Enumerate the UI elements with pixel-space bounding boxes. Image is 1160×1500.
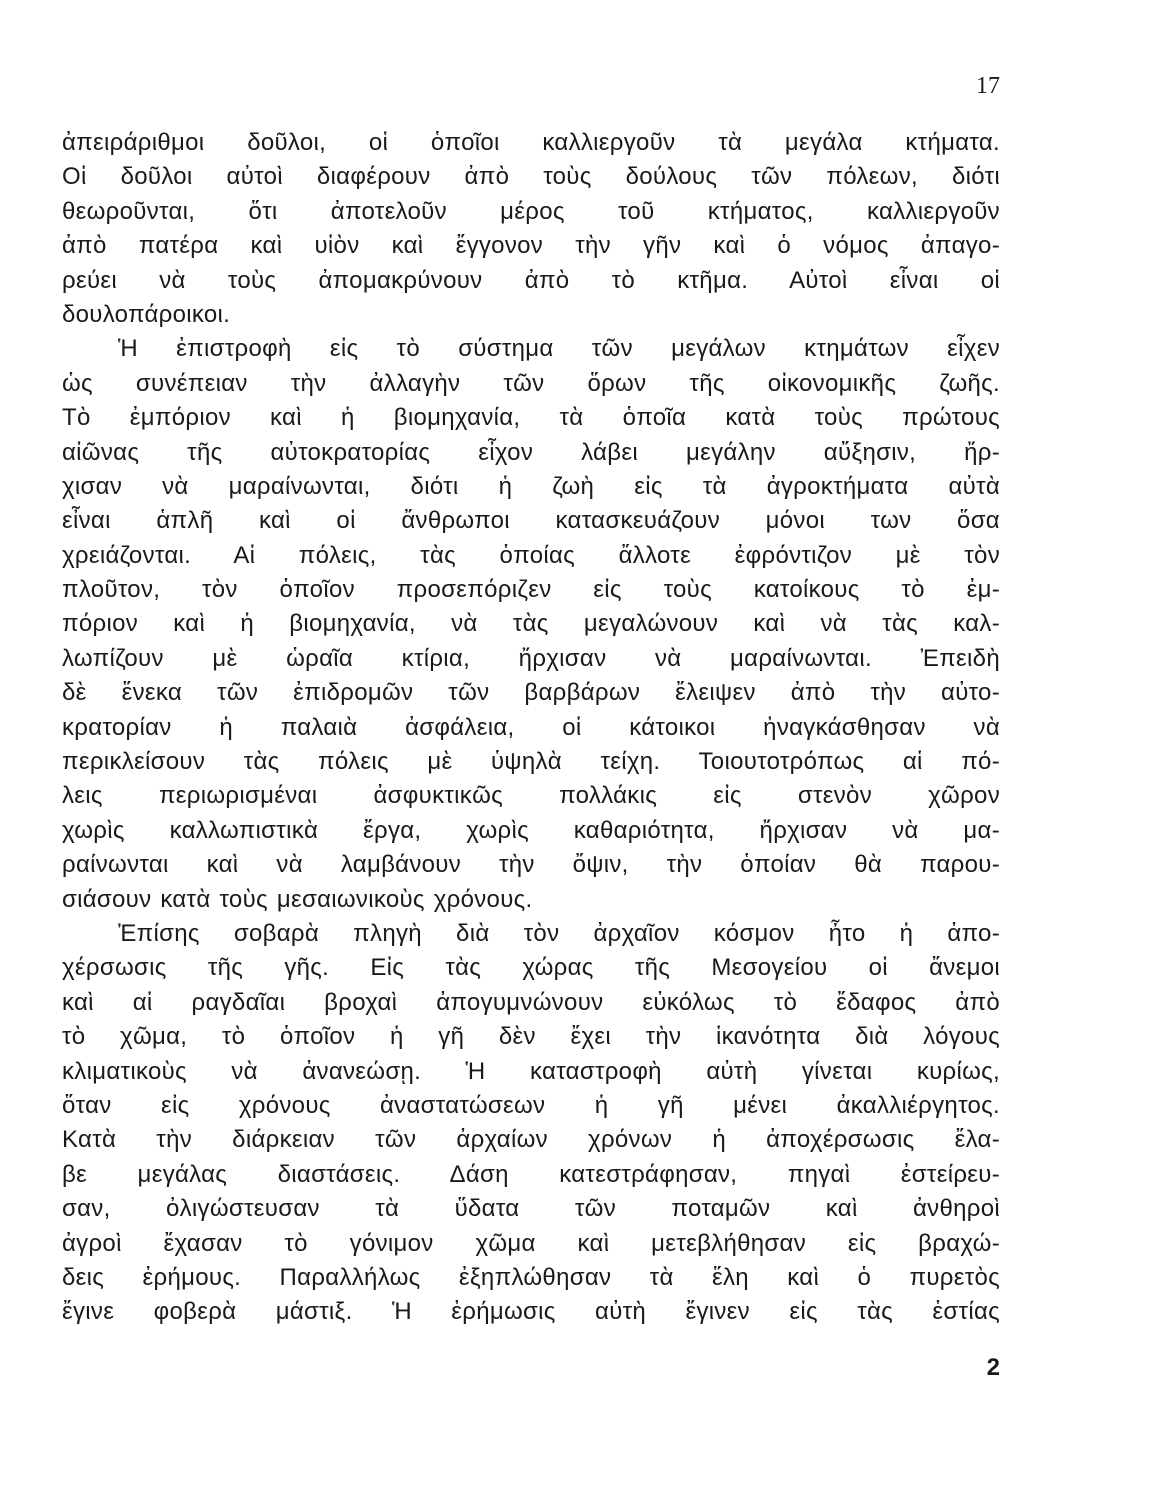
text-line: ρεύει νὰ τοὺς ἀπομακρύνουν ἀπὸ τὸ κτῆμα. Αὐτοὶ εἶναι οἱ: [62, 266, 1000, 294]
text-line: Ἐπίσης σοβαρὰ πληγὴ διὰ τὸν ἀρχαῖον κόσμον ἦτο ἡ ἀπο-: [118, 919, 1000, 947]
text-line: εἶναι ἁπλῆ καὶ οἱ ἄνθρωποι κατασκευάζουν μόνοι των ὅσα: [62, 507, 1000, 535]
text-line: τὸ χῶμα, τὸ ὁποῖον ἡ γῆ δὲν ἔχει τὴν ἱκανότητα διὰ λόγους: [62, 1023, 1000, 1051]
text-line: δὲ ἕνεκα τῶν ἐπιδρομῶν τῶν βαρβάρων ἔλειψεν ἀπὸ τὴν αὐτο-: [62, 679, 1000, 707]
text-line: Οἱ δοῦλοι αὐτοὶ διαφέρουν ἀπὸ τοὺς δούλους τῶν πόλεων, διότι: [62, 163, 1000, 191]
text-line: δεις ἐρήμους. Παραλλήλως ἐξηπλώθησαν τὰ ἕλη καὶ ὁ πυρετὸς: [62, 1263, 1000, 1291]
text-line: ὅταν εἰς χρόνους ἀναστατώσεων ἡ γῆ μένει ἀκαλλιέργητος.: [62, 1091, 1000, 1119]
text-line: ἀπειράριθμοι δοῦλοι, οἱ ὁποῖοι καλλιεργοῦν τὰ μεγάλα κτήματα.: [62, 129, 1000, 156]
text-line: κρατορίαν ἡ παλαιὰ ἀσφάλεια, οἱ κάτοικοι ἠναγκάσθησαν νὰ: [62, 713, 1000, 741]
text-line: ἀπὸ πατέρα καὶ υἱὸν καὶ ἔγγονον τὴν γῆν καὶ ὁ νόμος ἀπαγο-: [62, 232, 1000, 260]
text-line: θεωροῦνται, ὅτι ἀποτελοῦν μέρος τοῦ κτήματος, καλλιεργοῦν: [62, 197, 1000, 225]
text-line: ὡς συνέπειαν τὴν ἀλλαγὴν τῶν ὅρων τῆς οἰκονομικῆς ζωῆς.: [62, 369, 1000, 397]
text-line: Ἡ ἐπιστροφὴ εἰς τὸ σύστημα τῶν μεγάλων κτημάτων εἶχεν: [118, 335, 1000, 363]
text-line: σαν, ὀλιγώστευσαν τὰ ὕδατα τῶν ποταμῶν καὶ ἀνθηροὶ: [62, 1195, 1000, 1223]
text-line: πόριον καὶ ἡ βιομηχανία, νὰ τὰς μεγαλώνουν καὶ νὰ τὰς καλ-: [62, 610, 1000, 638]
text-line: χισαν νὰ μαραίνωνται, διότι ἡ ζωὴ εἰς τὰ ἀγροκτήματα αὐτὰ: [62, 472, 1000, 500]
text-line: λωπίζουν μὲ ὡραῖα κτίρια, ἤρχισαν νὰ μαραίνωνται. Ἐπειδὴ: [62, 644, 1000, 672]
text-line: σιάσουν κατὰ τοὺς μεσαιωνικοὺς χρόνους.: [62, 885, 533, 913]
text-line: πλοῦτον, τὸν ὁποῖον προσεπόριζεν εἰς τοὺς κατοίκους τὸ ἐμ-: [62, 576, 1000, 604]
text-line: χωρὶς καλλωπιστικὰ ἔργα, χωρὶς καθαριότητα, ἤρχισαν νὰ μα-: [62, 816, 1000, 844]
page-number: 17: [976, 73, 1000, 99]
text-line: Κατὰ τὴν διάρκειαν τῶν ἀρχαίων χρόνων ἡ ἀποχέρσωσις ἔλα-: [62, 1126, 1000, 1154]
text-line: καὶ αἱ ραγδαῖαι βροχαὶ ἀπογυμνώνουν εὐκόλως τὸ ἔδαφος ἀπὸ: [62, 988, 1000, 1016]
text-line: λεις περιωρισμέναι ἀσφυκτικῶς πολλάκις εἰς στενὸν χῶρον: [62, 782, 1000, 810]
text-line: βε μεγάλας διαστάσεις. Δάση κατεστράφησαν, πηγαὶ ἐστείρευ-: [62, 1160, 1000, 1188]
text-line: χέρσωσις τῆς γῆς. Εἰς τὰς χώρας τῆς Μεσογείου οἱ ἄνεμοι: [62, 954, 1000, 982]
text-line: ἔγινε φοβερὰ μάστιξ. Ἡ ἐρήμωσις αὐτὴ ἔγινεν εἰς τὰς ἑστίας: [62, 1298, 1000, 1326]
printer-signature-mark: 2: [986, 1354, 1000, 1381]
text-line: χρειάζονται. Αἱ πόλεις, τὰς ὁποίας ἄλλοτε ἐφρόντιζον μὲ τὸν: [62, 541, 1000, 569]
text-line: Τὸ ἐμπόριον καὶ ἡ βιομηχανία, τὰ ὁποῖα κατὰ τοὺς πρώτους: [62, 404, 1000, 432]
text-line: ραίνωνται καὶ νὰ λαμβάνουν τὴν ὄψιν, τὴν ὁποίαν θὰ παρου-: [62, 851, 1000, 879]
text-line: κλιματικοὺς νὰ ἀνανεώσῃ. Ἡ καταστροφὴ αὐτὴ γίνεται κυρίως,: [62, 1057, 1000, 1085]
text-line: ἀγροὶ ἔχασαν τὸ γόνιμον χῶμα καὶ μετεβλήθησαν εἰς βραχώ-: [62, 1229, 1000, 1257]
text-line: περικλείσουν τὰς πόλεις μὲ ὑψηλὰ τείχη. Τοιουτοτρόπως αἱ πό-: [62, 748, 1000, 776]
text-line: δουλοπάροικοι.: [62, 300, 231, 328]
text-line: αἰῶνας τῆς αὐτοκρατορίας εἶχον λάβει μεγάλην αὔξησιν, ἤρ-: [62, 438, 1000, 466]
body-text: [62, 126, 1000, 1330]
